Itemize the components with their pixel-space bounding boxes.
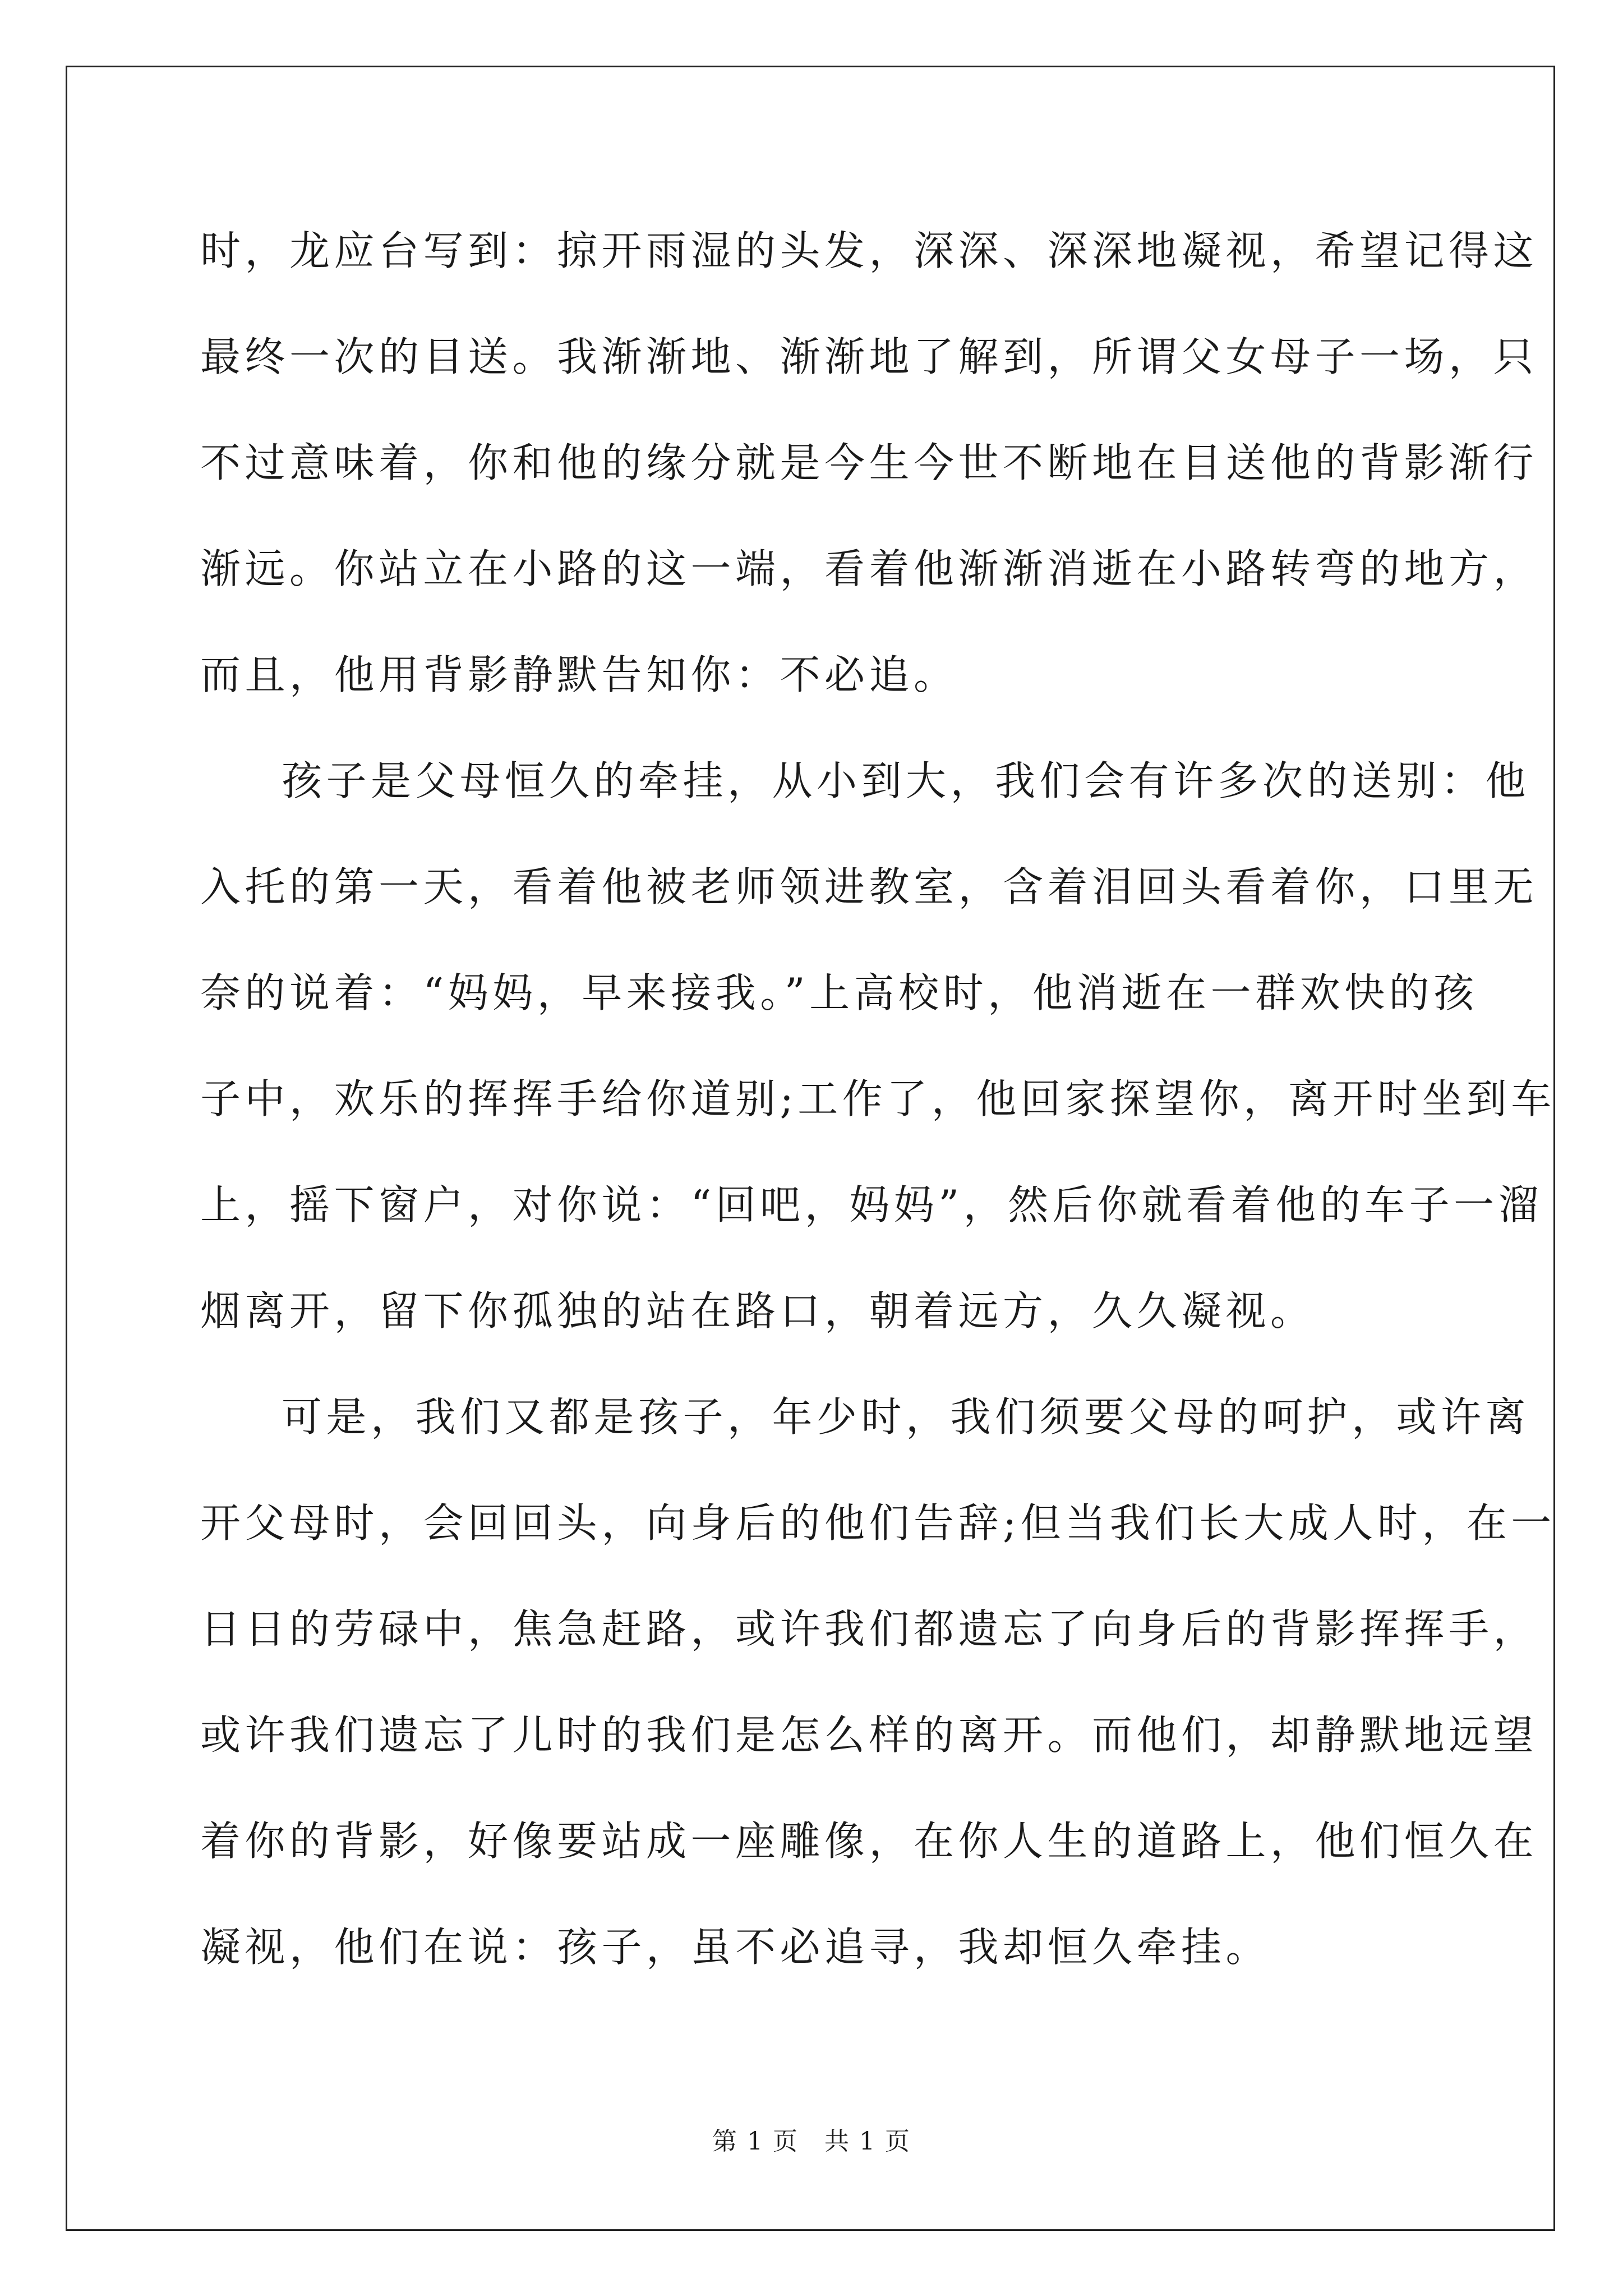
text-line: 日日的劳碌中，焦急赶路，或许我们都遗忘了向身后的背影挥挥手， [200, 1605, 1538, 1653]
text-line: 或许我们遗忘了儿时的我们是怎么样的离开。而他们，却静默地远望 [200, 1711, 1538, 1759]
text-line: 而且，他用背影静默告知你：不必追。 [200, 651, 958, 698]
text-line: 着你的背影，好像要站成一座雕像，在你人生的道路上，他们恒久在 [200, 1818, 1538, 1865]
paragraph-first-line: 可是，我们又都是孩子，年少时，我们须要父母的呵护，或许离 [282, 1393, 1530, 1441]
text-line: 渐远。你站立在小路的这一端，看着他渐渐消逝在小路转弯的地方， [200, 545, 1538, 592]
text-line: 时，龙应台写到：掠开雨湿的头发，深深、深深地凝视，希望记得这 [200, 227, 1538, 274]
text-line: 烟离开，留下你孤独的站在路口，朝着远方，久久凝视。 [200, 1287, 1315, 1335]
text-line: 奈的说着：“妈妈，早来接我。”上高校时，他消逝在一群欢快的孩 [200, 969, 1478, 1016]
text-line: 不过意味着，你和他的缘分就是今生今世不断地在目送他的背影渐行 [200, 439, 1538, 486]
text-line: 凝视，他们在说：孩子，虽不必追寻，我却恒久牵挂。 [200, 1924, 1271, 1971]
paragraph-first-line: 孩子是父母恒久的牵挂，从小到大，我们会有许多次的送别：他 [282, 757, 1530, 804]
text-line: 子中，欢乐的挥挥手给你道别;工作了，他回家探望你，离开时坐到车 [200, 1075, 1556, 1122]
text-line: 最终一次的目送。我渐渐地、渐渐地了解到，所谓父女母子一场，只 [200, 333, 1538, 380]
text-line: 开父母时，会回回头，向身后的他们告辞;但当我们长大成人时，在一 [200, 1499, 1556, 1547]
text-line: 上，摇下窗户，对你说：“回吧，妈妈”，然后你就看着他的车子一溜 [200, 1181, 1543, 1228]
page-border [66, 66, 1555, 2231]
text-line: 入托的第一天，看着他被老师领进教室，含着泪回头看着你，口里无 [200, 863, 1538, 910]
page-number-footer: 第 1 页 共 1 页 [712, 2127, 911, 2156]
